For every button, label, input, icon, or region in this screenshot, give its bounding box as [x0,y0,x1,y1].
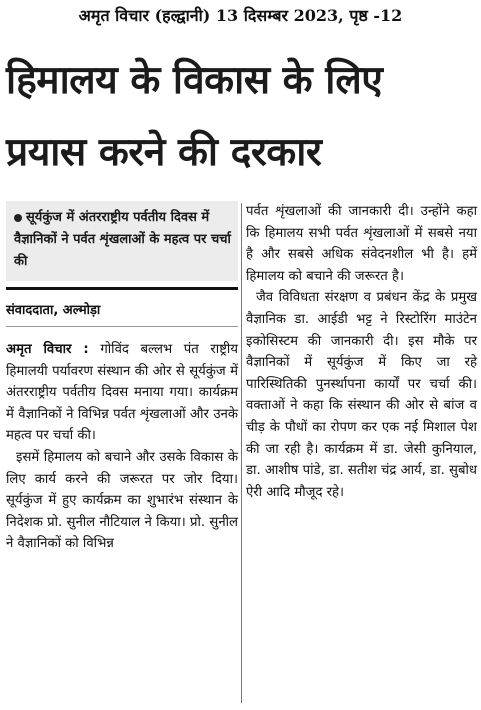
left-column [6,201,238,555]
deck-rule [6,287,238,290]
masthead: अमृत विचार (हल्द्वानी) 13 दिसम्बर 2023, पृष्ठ -12 [78,6,403,25]
paragraph-1-text: गोविंद बल्लभ पंत राष्ट्रीय हिमालयी पर्यावरण संस्थान की ओर से सूर्यकुंज में अंतरराष्ट्रीय पर्वतीय दिवस मनाया गया। कार्यक्रम में वैज्ञानिकों ने विभिन्न पर्वत शृंखलाओं और उनके महत्व पर चर्चा की। [6,342,238,444]
lead-label: अमृत विचार : [6,342,89,357]
headline-line-2: प्रयास करने की दरकार [6,130,322,175]
deck [14,207,232,273]
paragraph-4: जैव विविधता संरक्षण व प्रबंधन केंद्र के प्रमुख वैज्ञानिक डा. आईडी भट्ट ने रिस्टोरिंग माउंटेन इकोसिस्टम की जानकारी दी। इस मौके पर वैज्ञानिकों में सूर्यकुंज में किए जा रहे पारिस्थितिकी पुनर्स्थापना कार्यों पर चर्चा की। वक्ताओं ने कहा कि संस्थान की ओर से बांज व चीड़ के पौधों का रोपण कर एक नई मिशाल पेश की जा रही है। कार्यक्रम में डा. जेसी कुनियाल, डा. आशीष पांडे, डा. सतीश चंद्र आर्य, डा. सुबोध ऐरी आदि मौजूद रहे। [246,290,477,500]
bullet-icon [14,214,22,222]
column-divider [241,203,242,703]
headline-line-1: हिमालय के विकास के लिए [6,58,383,103]
paragraph-1 [6,339,238,447]
byline: संवाददाता, अल्मोड़ा [6,300,238,327]
paragraph-3: पर्वत शृंखलाओं की जानकारी दी। उन्होंने कहा कि हिमालय सभी पर्वत शृंखलाओं में सबसे नया है और सबसे अधिक संवेदनशील भी है। हमें हिमालय को बचाने की जरूरत है। [246,204,477,284]
deck-box [6,201,238,281]
right-column [246,201,477,503]
deck-text: सूर्यकुंज में अंतरराष्ट्रीय पर्वतीय दिवस में वैज्ञानिकों ने पर्वत शृंखलाओं के महत्व पर चर्चा की [14,210,231,269]
paragraph-2: इसमें हिमालय को बचाने और उसके विकास के लिए कार्य करने की जरूरत पर जोर दिया। सूर्यकुंज में हुए कार्यक्रम का शुभारंभ संस्थान के निदेशक प्रो. सुनील नौटियाल ने किया। प्रो. सुनील ने वैज्ञानिकों को विभिन्न [6,449,238,552]
